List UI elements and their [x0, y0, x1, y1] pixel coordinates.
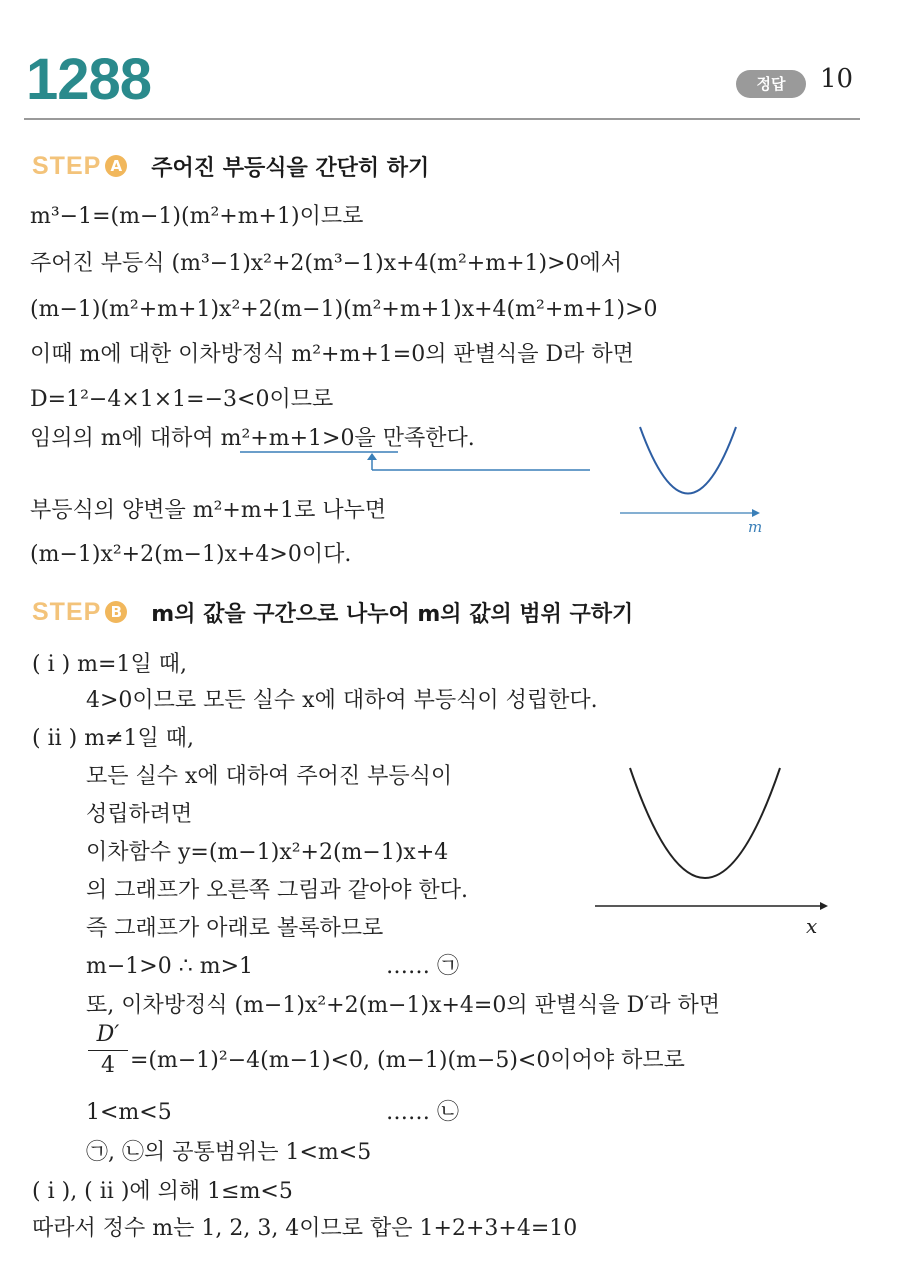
final-answer: 따라서 정수 m는 1, 2, 3, 4이므로 합은 1+2+3+4=10 [32, 1216, 578, 1241]
step-b-label: STEP [32, 597, 102, 626]
case-2-line-4: 의 그래프가 오른쪽 그림과 같아야 한다. [86, 878, 468, 903]
step-a-line-4: 이때 m에 대한 이차방정식 m²+m+1=0의 판별식을 D라 하면 [30, 342, 634, 367]
fraction-d-prime-over-4 [88, 1020, 128, 1081]
step-a-line-1: m³−1=(m−1)(m²+m+1)이므로 [30, 204, 364, 229]
condition-2-marker: …… ㉡ [386, 1100, 459, 1125]
problem-number: 1288 [26, 47, 152, 112]
step-a-line-2: 주어진 부등식 (m³−1)x²+2(m³−1)x+4(m²+m+1)>0에서 [30, 251, 623, 276]
graph-1 [600, 415, 780, 540]
fraction-denominator: 4 [101, 1053, 115, 1078]
step-a-line-7: 부등식의 양변을 m²+m+1로 나누면 [30, 498, 387, 523]
step-a-line-5: D=1²−4×1×1=−3<0이므로 [30, 387, 334, 412]
fraction-numerator: D′ [88, 1020, 128, 1051]
header-divider [24, 118, 860, 120]
graph-2-axis-label: x [806, 914, 818, 938]
case-2-line-5: 즉 그래프가 아래로 볼록하므로 [86, 916, 384, 941]
step-a-title: 주어진 부등식을 간단히 하기 [151, 155, 430, 181]
graph-2 [590, 758, 835, 943]
common-range: ㉠, ㉡의 공통범위는 1<m<5 [86, 1140, 372, 1165]
case-2-line-3: 이차함수 y=(m−1)x²+2(m−1)x+4 [86, 840, 449, 865]
answer-badge: 정답 [736, 70, 806, 98]
condition-1-marker: …… ㉠ [386, 954, 459, 979]
annotation-arrow [230, 440, 610, 480]
step-b-header [32, 592, 633, 632]
answer-value: 10 [820, 64, 854, 94]
case-2-line-1: 모든 실수 x에 대하여 주어진 부등식이 [86, 764, 453, 789]
case-2-condition-2: 1<m<5 [86, 1100, 172, 1125]
step-a-line-8: (m−1)x²+2(m−1)x+4>0이다. [30, 542, 352, 567]
step-b-badge: B [105, 601, 127, 623]
step-a-badge: A [105, 155, 127, 177]
step-a-label: STEP [32, 151, 102, 180]
case-1-heading: ( i ) m=1일 때, [32, 652, 187, 677]
case-2-inequality: =(m−1)²−4(m−1)<0, (m−1)(m−5)<0이어야 하므로 [130, 1048, 685, 1073]
graph-1-axis-label: m [748, 518, 763, 536]
step-a-line-6: 임의의 m에 대하여 m²+m+1>0을 만족한다. [30, 426, 475, 451]
case-2-discriminant: 또, 이차방정식 (m−1)x²+2(m−1)x+4=0의 판별식을 D′라 하면 [86, 993, 720, 1018]
step-a-line-3: (m−1)(m²+m+1)x²+2(m−1)(m²+m+1)x+4(m²+m+1)>0 [30, 297, 658, 322]
step-a-header [32, 146, 429, 186]
combined-result: ( i ), ( ii )에 의해 1≤m<5 [32, 1179, 293, 1204]
case-2-condition-1: m−1>0 ∴ m>1 [86, 954, 253, 979]
step-b-title: m의 값을 구간으로 나누어 m의 값의 범위 구하기 [151, 601, 634, 627]
case-1-body: 4>0이므로 모든 실수 x에 대하여 부등식이 성립한다. [86, 688, 598, 713]
case-2-heading: ( ii ) m≠1일 때, [32, 726, 195, 751]
case-2-line-2: 성립하려면 [86, 802, 193, 827]
